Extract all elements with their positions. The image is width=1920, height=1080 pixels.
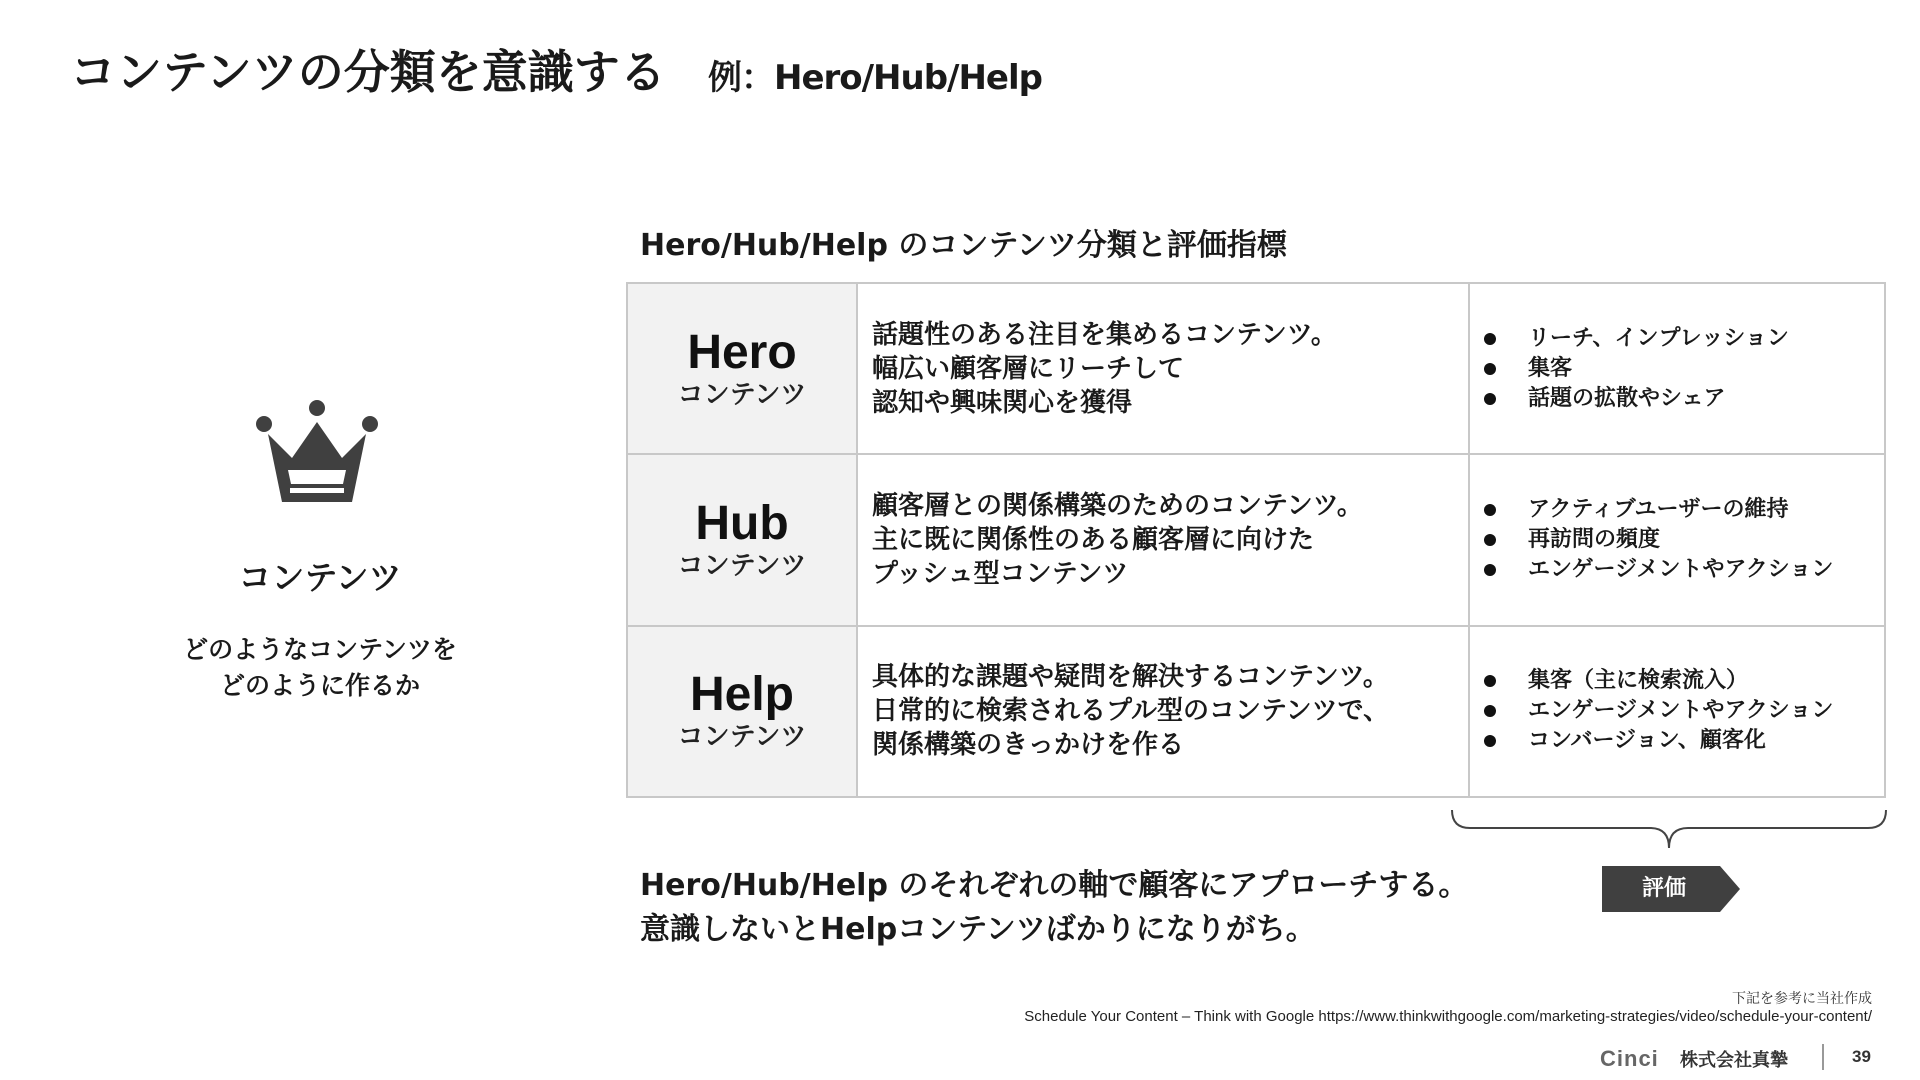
bullet-icon — [1484, 705, 1496, 717]
metric-item: 集客（主に検索流入） — [1484, 666, 1884, 696]
metrics-cell — [1469, 626, 1885, 797]
conclusion-line: 意識しないとHelpコンテンツばかりになりがち。 — [640, 912, 1316, 947]
metrics-list — [1484, 666, 1884, 756]
page-subtitle: 例：Hero/Hub/Help — [708, 58, 1042, 98]
category-sublabel: コンテンツ — [677, 379, 807, 410]
bullet-icon — [1484, 564, 1496, 576]
description-line: プッシュ型コンテンツ — [872, 558, 1129, 589]
table-row-help — [627, 626, 1885, 797]
metric-item: コンバージョン、顧客化 — [1484, 726, 1884, 756]
bullet-icon — [1484, 333, 1496, 345]
description-line: 日常的に検索されるプル型のコンテンツで、 — [872, 696, 1390, 727]
metrics-cell — [1469, 454, 1885, 625]
description-cell — [857, 626, 1469, 797]
description-line: 幅広い顧客層にリーチして — [872, 353, 1185, 384]
category-label: Hub — [695, 496, 789, 550]
metrics-cell — [1469, 283, 1885, 454]
source-reference: Schedule Your Content – Think with Google https://www.thinkwithgoogle.com/marketing-strategies/video/schedule-your-content/ — [1024, 1008, 1872, 1025]
table-title: Hero/Hub/Help のコンテンツ分類と評価指標 — [640, 228, 1287, 263]
description-line: 顧客層との関係構築のためのコンテンツ。 — [872, 490, 1363, 521]
footer-divider — [1822, 1044, 1824, 1070]
bullet-icon — [1484, 504, 1496, 516]
table-row-hub — [627, 454, 1885, 625]
metric-item: リーチ、インプレッション — [1484, 324, 1884, 354]
category-sublabel: コンテンツ — [677, 722, 807, 753]
bullet-icon — [1484, 363, 1496, 375]
description-line: 認知や興味関心を獲得 — [872, 387, 1133, 418]
category-label: Help — [689, 668, 794, 722]
metric-item: エンゲージメントやアクション — [1484, 555, 1884, 585]
category-label-cell — [627, 454, 857, 625]
bullet-icon — [1484, 675, 1496, 687]
category-label: Hero — [687, 325, 797, 379]
classification-table — [626, 282, 1886, 798]
conclusion-text — [640, 864, 1468, 952]
category-label-cell — [627, 626, 857, 797]
metrics-list — [1484, 324, 1884, 414]
evaluation-brace — [1450, 808, 1888, 858]
evaluation-label: 評価 — [1641, 876, 1686, 901]
content-description: どのようなコンテンツを どのように作るか — [183, 635, 457, 700]
bullet-icon — [1484, 534, 1496, 546]
description-line: 具体的な課題や疑問を解決するコンテンツ。 — [872, 662, 1389, 693]
content-heading: コンテンツ — [238, 558, 402, 597]
source-note: 下記を参考に当社作成 — [1732, 991, 1872, 1007]
metric-item: エンゲージメントやアクション — [1484, 696, 1884, 726]
page-number: 39 — [1852, 1047, 1871, 1066]
brand-logo: Cinci — [1600, 1046, 1659, 1071]
category-label-cell — [627, 283, 857, 454]
metrics-list — [1484, 495, 1884, 585]
category-sublabel: コンテンツ — [677, 550, 807, 581]
crown-icon — [254, 400, 380, 510]
metric-item: アクティブユーザーの維持 — [1484, 495, 1884, 525]
description-line: 主に既に関係性のある顧客層に向けた — [872, 524, 1315, 555]
description-line: 話題性のある注目を集めるコンテンツ。 — [872, 319, 1337, 350]
metric-item: 再訪問の頻度 — [1484, 525, 1884, 555]
description-line: 関係構築のきっかけを作る — [872, 730, 1185, 761]
metric-item: 集客 — [1484, 354, 1884, 384]
bullet-icon — [1484, 735, 1496, 747]
table-row-hero — [627, 283, 1885, 454]
bullet-icon — [1484, 393, 1496, 405]
page-title: コンテンツの分類を意識する — [70, 45, 666, 99]
conclusion-line: Hero/Hub/Help のそれぞれの軸で顧客にアプローチする。 — [640, 868, 1469, 903]
metric-item: 話題の拡散やシェア — [1484, 384, 1884, 414]
description-cell — [857, 283, 1469, 454]
description-cell — [857, 454, 1469, 625]
company-name: 株式会社真摯 — [1680, 1050, 1788, 1071]
